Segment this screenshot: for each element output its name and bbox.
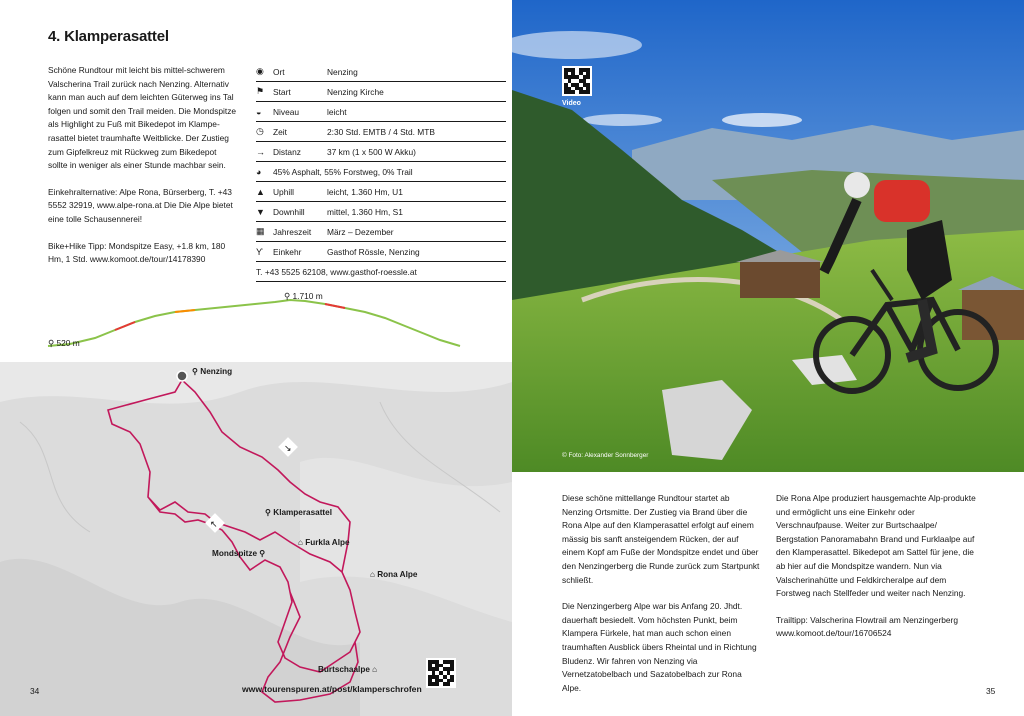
info-value: März – Dezember: [327, 226, 394, 237]
elevation-profile: [40, 288, 470, 352]
info-value: leicht: [327, 106, 347, 117]
qr-code[interactable]: [426, 658, 456, 688]
intro-paragraph: Einkehralternative: Alpe Rona, Bürserberg, T. +43 5552 32919, www.alpe-rona.at Die Die Alpe bietet eine tolle Schausennerei!: [48, 186, 233, 224]
mountain-bike-photo: [512, 0, 1024, 472]
min-elevation-label: ⚲ 520 m: [48, 338, 80, 348]
contact-text: T. +43 5525 62108, www.gasthof-roessle.at: [256, 266, 417, 277]
text-column-1: [562, 492, 762, 708]
info-row: [256, 142, 506, 162]
info-label: Niveau: [273, 106, 300, 117]
info-row-contact: [256, 262, 506, 282]
distance-icon: →: [256, 146, 265, 157]
info-row: [256, 122, 506, 142]
map-label-mondspitze: Mondspitze ⚲: [212, 549, 266, 558]
start-icon: ⚑: [256, 86, 265, 96]
info-value: 45% Asphalt, 55% Forstweg, 0% Trail: [273, 166, 413, 177]
map-label-nenzing: ⚲ Nenzing: [192, 367, 233, 376]
body-paragraph: Die Nenzingerberg Alpe war bis Anfang 20. Jhdt. dauerhaft besiedelt. Vom höchsten Punkt, beim Klampera Fürkele, hat man auch schon einen traumhaften Ausblick übers Rheintal und in Richtung Bludenz. Wir fahren von Nenzing via Vernetzatobelbach und Sazatobelbach zur Rona Alpe.: [562, 601, 757, 693]
downhill-icon: ▼: [256, 206, 265, 217]
info-table: [256, 62, 506, 282]
info-row: [256, 182, 506, 202]
info-label: Start: [273, 86, 291, 97]
calendar-icon: ▦: [256, 226, 265, 236]
location-icon: ◉: [256, 66, 264, 76]
page-number: 34: [30, 686, 40, 696]
map-label-furkla-alpe: ⌂ Furkla Alpe: [298, 538, 350, 547]
photo-credit: © Foto: Alexander Sonnberger: [562, 452, 649, 459]
video-qr-code[interactable]: [562, 66, 592, 96]
map-label-burtschaalpe: Burtschaalpe ⌂: [318, 665, 378, 674]
uphill-icon: ▲: [256, 186, 265, 197]
svg-text:↖: ↖: [210, 520, 218, 530]
surface-icon: ◕: [256, 166, 262, 177]
info-value: 2:30 Std. EMTB / 4 Std. MTB: [327, 126, 435, 137]
page-title: 4. Klamperasattel: [48, 28, 169, 45]
level-icon: ◒: [256, 106, 262, 117]
right-page: [512, 0, 1024, 716]
info-label: Jahreszeit: [273, 226, 312, 237]
info-label: Uphill: [273, 186, 294, 197]
info-label: Distanz: [273, 146, 301, 157]
info-label: Zeit: [273, 126, 287, 137]
info-row: [256, 62, 506, 82]
info-value: Nenzing: [327, 66, 358, 77]
body-paragraph: Trailtipp: Valscherina Flowtrail am Nenzingerberg www.komoot.de/tour/16706524: [776, 614, 958, 639]
info-row: [256, 202, 506, 222]
text-column-2: [776, 492, 976, 654]
info-value: Nenzing Kirche: [327, 86, 384, 97]
elevation-profile-graph: [40, 288, 470, 352]
tour-url[interactable]: www.tourenspuren.at/post/klamperschrofen: [242, 684, 422, 694]
intro-paragraph: Bike+Hike Tipp: Mondspitze Easy, +1.8 km, 180 Hm, 1 Std. www.komoot.de/tour/14178390: [48, 240, 226, 265]
clock-icon: ◷: [256, 126, 264, 136]
map-label-rona-alpe: ⌂ Rona Alpe: [370, 570, 418, 579]
info-value: leicht, 1.360 Hm, U1: [327, 186, 403, 197]
info-row: [256, 102, 506, 122]
info-row: [256, 162, 506, 182]
svg-text:↘: ↘: [284, 444, 292, 454]
video-label: Video: [562, 100, 581, 107]
map-label-klamperasattel: ⚲ Klamperasattel: [265, 508, 332, 517]
info-value: Gasthof Rössle, Nenzing: [327, 246, 420, 257]
intro-paragraph: Schöne Rundtour mit leicht bis mittel-schwerem Valscherina Trail zurück nach Nenzing. Alternativ kann man auch auf dem leichten Güterweg ins Tal folgen und somit den Trail meiden. Die Mondspitze als Highlight zu Fuß mit Bikedepot im Klampe-rasattel bietet traumhafte Weitblicke. Der Zustieg zum Gipfelkreuz mit Rückweg zum Bikedepot sollte in weniger als einer Stunde machbar sein.: [48, 65, 237, 171]
intro-text: [48, 64, 238, 280]
info-row: [256, 82, 506, 102]
max-elevation-label: ⚲ 1.710 m: [284, 291, 323, 301]
body-paragraph: Die Rona Alpe produziert hausgemachte Alp-produkte und ermöglicht uns eine Einkehr oder Verschnaufpause. Weiter zur Burtschaalpe/ Bergstation Panoramabahn Brand und Furklaalpe auf den Klamperasattel. Bikedepot am Sattel für jene, die ab hier auf die Mondspitze wandern. Nun via Valscherinahütte und Feldkircheralpe auf dem Forstweg nach Stellfeder und weiter nach Nenzing.: [776, 493, 976, 599]
page-number: 35: [986, 686, 996, 696]
info-row: [256, 222, 506, 242]
info-label: Ort: [273, 66, 285, 77]
restaurant-icon: ϒ: [256, 246, 263, 257]
info-row: [256, 242, 506, 262]
info-value: mittel, 1.360 Hm, S1: [327, 206, 403, 217]
info-label: Downhill: [273, 206, 305, 217]
body-paragraph: Diese schöne mittellange Rundtour startet ab Nenzing Ortsmitte. Der Zustieg via Brand über die Rona Alpe auf den Klamperasattel erfolgt auf einem mässig bis sanft ansteigendem Rücken, der auf einem Kopf am Fuße der Mondspitze endet und über den Nenzingerberg die Runde zurück zum Startpunkt schließt.: [562, 493, 760, 585]
info-value: 37 km (1 x 500 W Akku): [327, 146, 416, 157]
info-label: Einkehr: [273, 246, 302, 257]
